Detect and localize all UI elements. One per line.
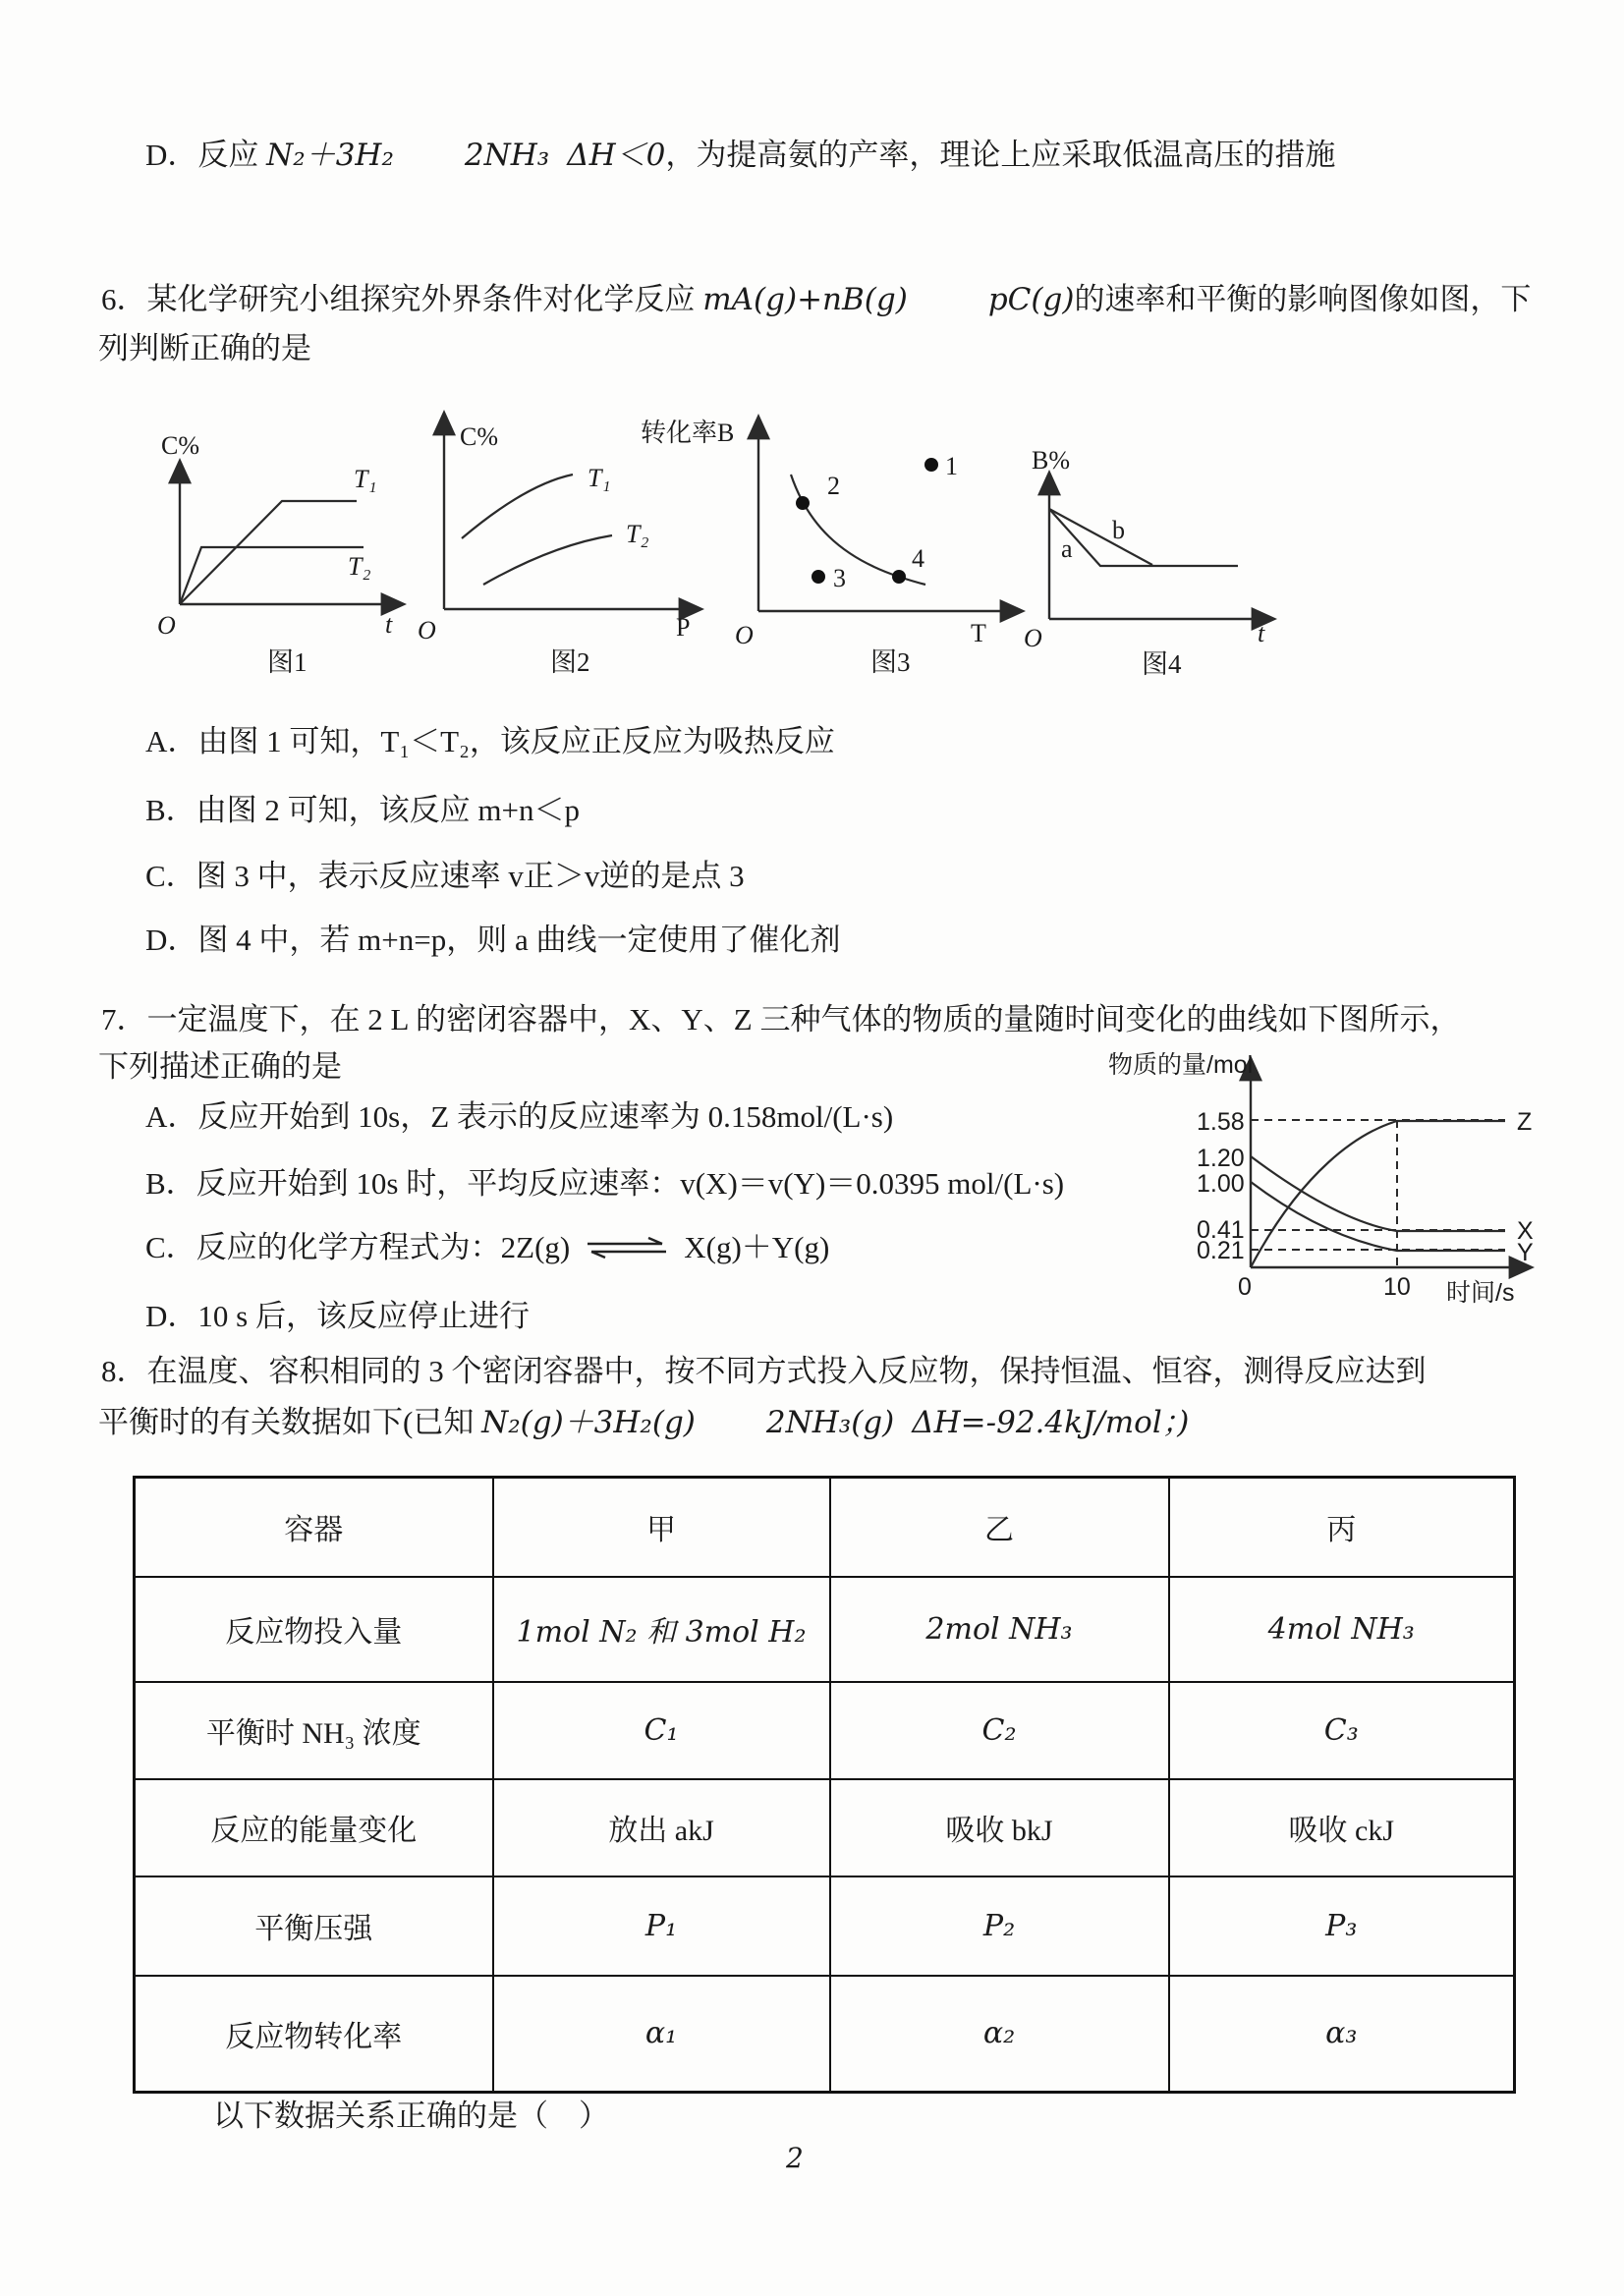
series-Z-label: Z	[1517, 1108, 1533, 1136]
figure-1-caption: 图1	[267, 647, 308, 677]
ytick-1.20: 1.20	[1197, 1145, 1245, 1172]
curve-T2	[483, 535, 612, 585]
y-axis-label: 物质的量/mol	[1108, 1051, 1254, 1079]
point-1-dot	[924, 458, 938, 472]
cell-value: 放出 akJ	[493, 1779, 830, 1876]
q7-option-b: B．反应开始到 10s 时，平均反应速率：v(X)＝v(Y)＝0.0395 mol/(L·s)	[145, 1166, 1065, 1201]
xtick-0: 0	[1238, 1273, 1252, 1301]
question-6-stem-line2: 列判断正确的是	[98, 331, 311, 365]
figure-3-caption: 图3	[870, 647, 911, 677]
point-4-dot	[892, 570, 906, 584]
formula-2nh3-g: 2NH₃(g)	[765, 1405, 895, 1440]
x-axis-label: t	[1258, 619, 1265, 647]
figure-4-chart	[1012, 408, 1326, 678]
question-8-stem-line1: 8．在温度、容积相同的 3 个密闭容器中，按不同方式投入反应物，保持恒温、恒容，测得反应达到	[101, 1354, 1427, 1388]
curve-X	[1251, 1156, 1505, 1231]
cell-value: C₃	[1169, 1682, 1515, 1779]
figure-3-chart	[639, 408, 1032, 678]
point-3-label: 3	[833, 564, 846, 592]
q6-option-a: A．由图 1 可知，T₁＜T₂，该反应正反应为吸热反应	[145, 724, 835, 758]
conversion-curve	[791, 475, 925, 585]
formula-pc: pC(g)	[987, 282, 1075, 317]
table-row-conversion-rate	[135, 1976, 1515, 2093]
cell-value: C₂	[830, 1682, 1169, 1779]
point-4-label: 4	[912, 544, 924, 573]
x-axis-label: T	[971, 619, 986, 647]
formula-ma-nb: mA(g)+nB(g)	[702, 282, 908, 317]
point-3-dot	[812, 570, 825, 584]
formula-n2-3h2-g: N₂(g)＋3H₂(g)	[481, 1405, 696, 1440]
curve-T2-label: T₂	[348, 552, 371, 581]
q7-option-a: A．反应开始到 10s，Z 表示的反应速率为 0.158mol/(L·s)	[145, 1099, 894, 1134]
curve-T1-label: T₁	[354, 465, 377, 493]
q7-option-d: D．10 s 后，该反应停止进行	[145, 1299, 530, 1333]
series-Y-label: Y	[1517, 1239, 1534, 1266]
row-label: 反应物转化率	[135, 1976, 493, 2093]
origin-label: O	[418, 616, 436, 644]
curve-T1-label: T₁	[588, 464, 611, 492]
cell-value: P₃	[1169, 1876, 1515, 1976]
q6-stem-tail: 的速率和平衡的影响图像如图，下	[1074, 282, 1532, 316]
equilibrium-arrow-icon	[584, 1237, 670, 1259]
q6-option-b: B．由图 2 可知，该反应 m+n＜p	[145, 793, 581, 827]
cell-value: 1mol N₂ 和 3mol H₂	[493, 1577, 830, 1682]
cell-value: α₂	[830, 1976, 1169, 2093]
table-row-nh3-concentration	[135, 1682, 1515, 1779]
cell-value: C₁	[493, 1682, 830, 1779]
formula-delta-h-value: ΔH=-92.4kJ/mol；)	[912, 1405, 1190, 1440]
table-row-input	[135, 1577, 1515, 1682]
table-header-row	[135, 1478, 1515, 1577]
header-jia: 甲	[493, 1478, 830, 1577]
formula-delta-h: ΔH＜0	[567, 138, 666, 173]
q8-stem-text: 平衡时的有关数据如下(已知	[98, 1405, 482, 1439]
cell-value: α₃	[1169, 1976, 1515, 2093]
cell-value: 2mol NH₃	[830, 1577, 1169, 1682]
q8-data-table	[133, 1476, 1516, 2094]
question-7-stem-line1: 7．一定温度下，在 2 L 的密闭容器中，X、Y、Z 三种气体的物质的量随时间变化的曲线如下图所示，	[101, 1002, 1461, 1036]
option-d-tail: ，为提高氨的产率，理论上应采取低温高压的措施	[665, 138, 1336, 172]
point-2-label: 2	[827, 472, 840, 500]
curve-b-label: b	[1112, 516, 1125, 544]
y-axis-label: C%	[161, 431, 199, 460]
y-axis-label: 转化率B	[641, 419, 735, 447]
y-axis-label: C%	[460, 422, 498, 451]
cell-value: 4mol NH₃	[1169, 1577, 1515, 1682]
option-d-previous-question	[145, 138, 1335, 173]
row-label: 平衡压强	[135, 1876, 493, 1976]
cell-value: α₁	[493, 1976, 830, 2093]
row-label: 反应的能量变化	[135, 1779, 493, 1876]
cell-value: P₂	[830, 1876, 1169, 1976]
ytick-0.41: 0.41	[1197, 1216, 1245, 1244]
ytick-1.00: 1.00	[1197, 1170, 1245, 1198]
row-label: 平衡时 NH₃ 浓度	[135, 1682, 493, 1779]
table-row-energy-change	[135, 1779, 1515, 1876]
q7-option-c-post: X(g)＋Y(g)	[684, 1230, 830, 1264]
figure-2-caption: 图2	[550, 647, 590, 677]
y-axis-label: B%	[1032, 446, 1070, 475]
q6-option-d: D．图 4 中，若 m+n=p，则 a 曲线一定使用了催化剂	[145, 923, 841, 957]
origin-label: O	[735, 621, 754, 649]
curve-a-label: a	[1061, 534, 1073, 563]
origin-label: O	[1024, 624, 1042, 652]
q6-stem-text: 6．某化学研究小组探究外界条件对化学反应	[101, 282, 703, 316]
curve-T1	[180, 501, 357, 604]
figure-4-caption: 图4	[1142, 649, 1182, 679]
q7-option-c-pre: C．反应的化学方程式为：2Z(g)	[145, 1230, 571, 1264]
point-1-label: 1	[945, 452, 958, 480]
question-7-stem-line2: 下列描述正确的是	[98, 1049, 342, 1084]
x-axis-label: t	[385, 610, 393, 639]
q6-option-c: C．图 3 中，表示反应速率 v正＞v逆的是点 3	[145, 859, 745, 893]
question-8-stem-line2	[98, 1405, 1189, 1440]
cell-value: 吸收 bkJ	[830, 1779, 1169, 1876]
q7-option-c	[145, 1230, 829, 1265]
curve-a	[1049, 509, 1238, 566]
q8-footer-prompt: 以下数据关系正确的是（ ）	[213, 2099, 609, 2133]
curve-T2-label: T₂	[626, 520, 649, 548]
header-bing: 丙	[1169, 1478, 1515, 1577]
question-6-stem-line1	[101, 282, 1531, 317]
option-d-text: D．反应	[145, 138, 267, 172]
table-row-pressure	[135, 1876, 1515, 1976]
ytick-0.21: 0.21	[1197, 1237, 1245, 1264]
curve-Y	[1251, 1182, 1505, 1251]
ytick-1.58: 1.58	[1197, 1108, 1245, 1136]
formula-2nh3: 2NH₃	[464, 138, 550, 173]
xtick-10: 10	[1383, 1273, 1411, 1301]
figure-1-chart	[118, 422, 422, 678]
formula-n2-3h2: N₂＋3H₂	[266, 138, 394, 173]
origin-label: O	[157, 611, 176, 640]
x-axis-label: P	[676, 613, 691, 642]
series-X-label: X	[1517, 1217, 1534, 1245]
curve-T1	[462, 475, 573, 538]
cell-value: 吸收 ckJ	[1169, 1779, 1515, 1876]
x-axis-label: 时间/s	[1446, 1279, 1515, 1307]
header-yi: 乙	[830, 1478, 1169, 1577]
point-2-dot	[796, 496, 810, 510]
row-label: 反应物投入量	[135, 1577, 493, 1682]
cell-value: P₁	[493, 1876, 830, 1976]
page-number: 2	[786, 2142, 804, 2174]
q7-amount-time-chart	[1081, 1041, 1601, 1312]
header-container: 容器	[135, 1478, 493, 1577]
